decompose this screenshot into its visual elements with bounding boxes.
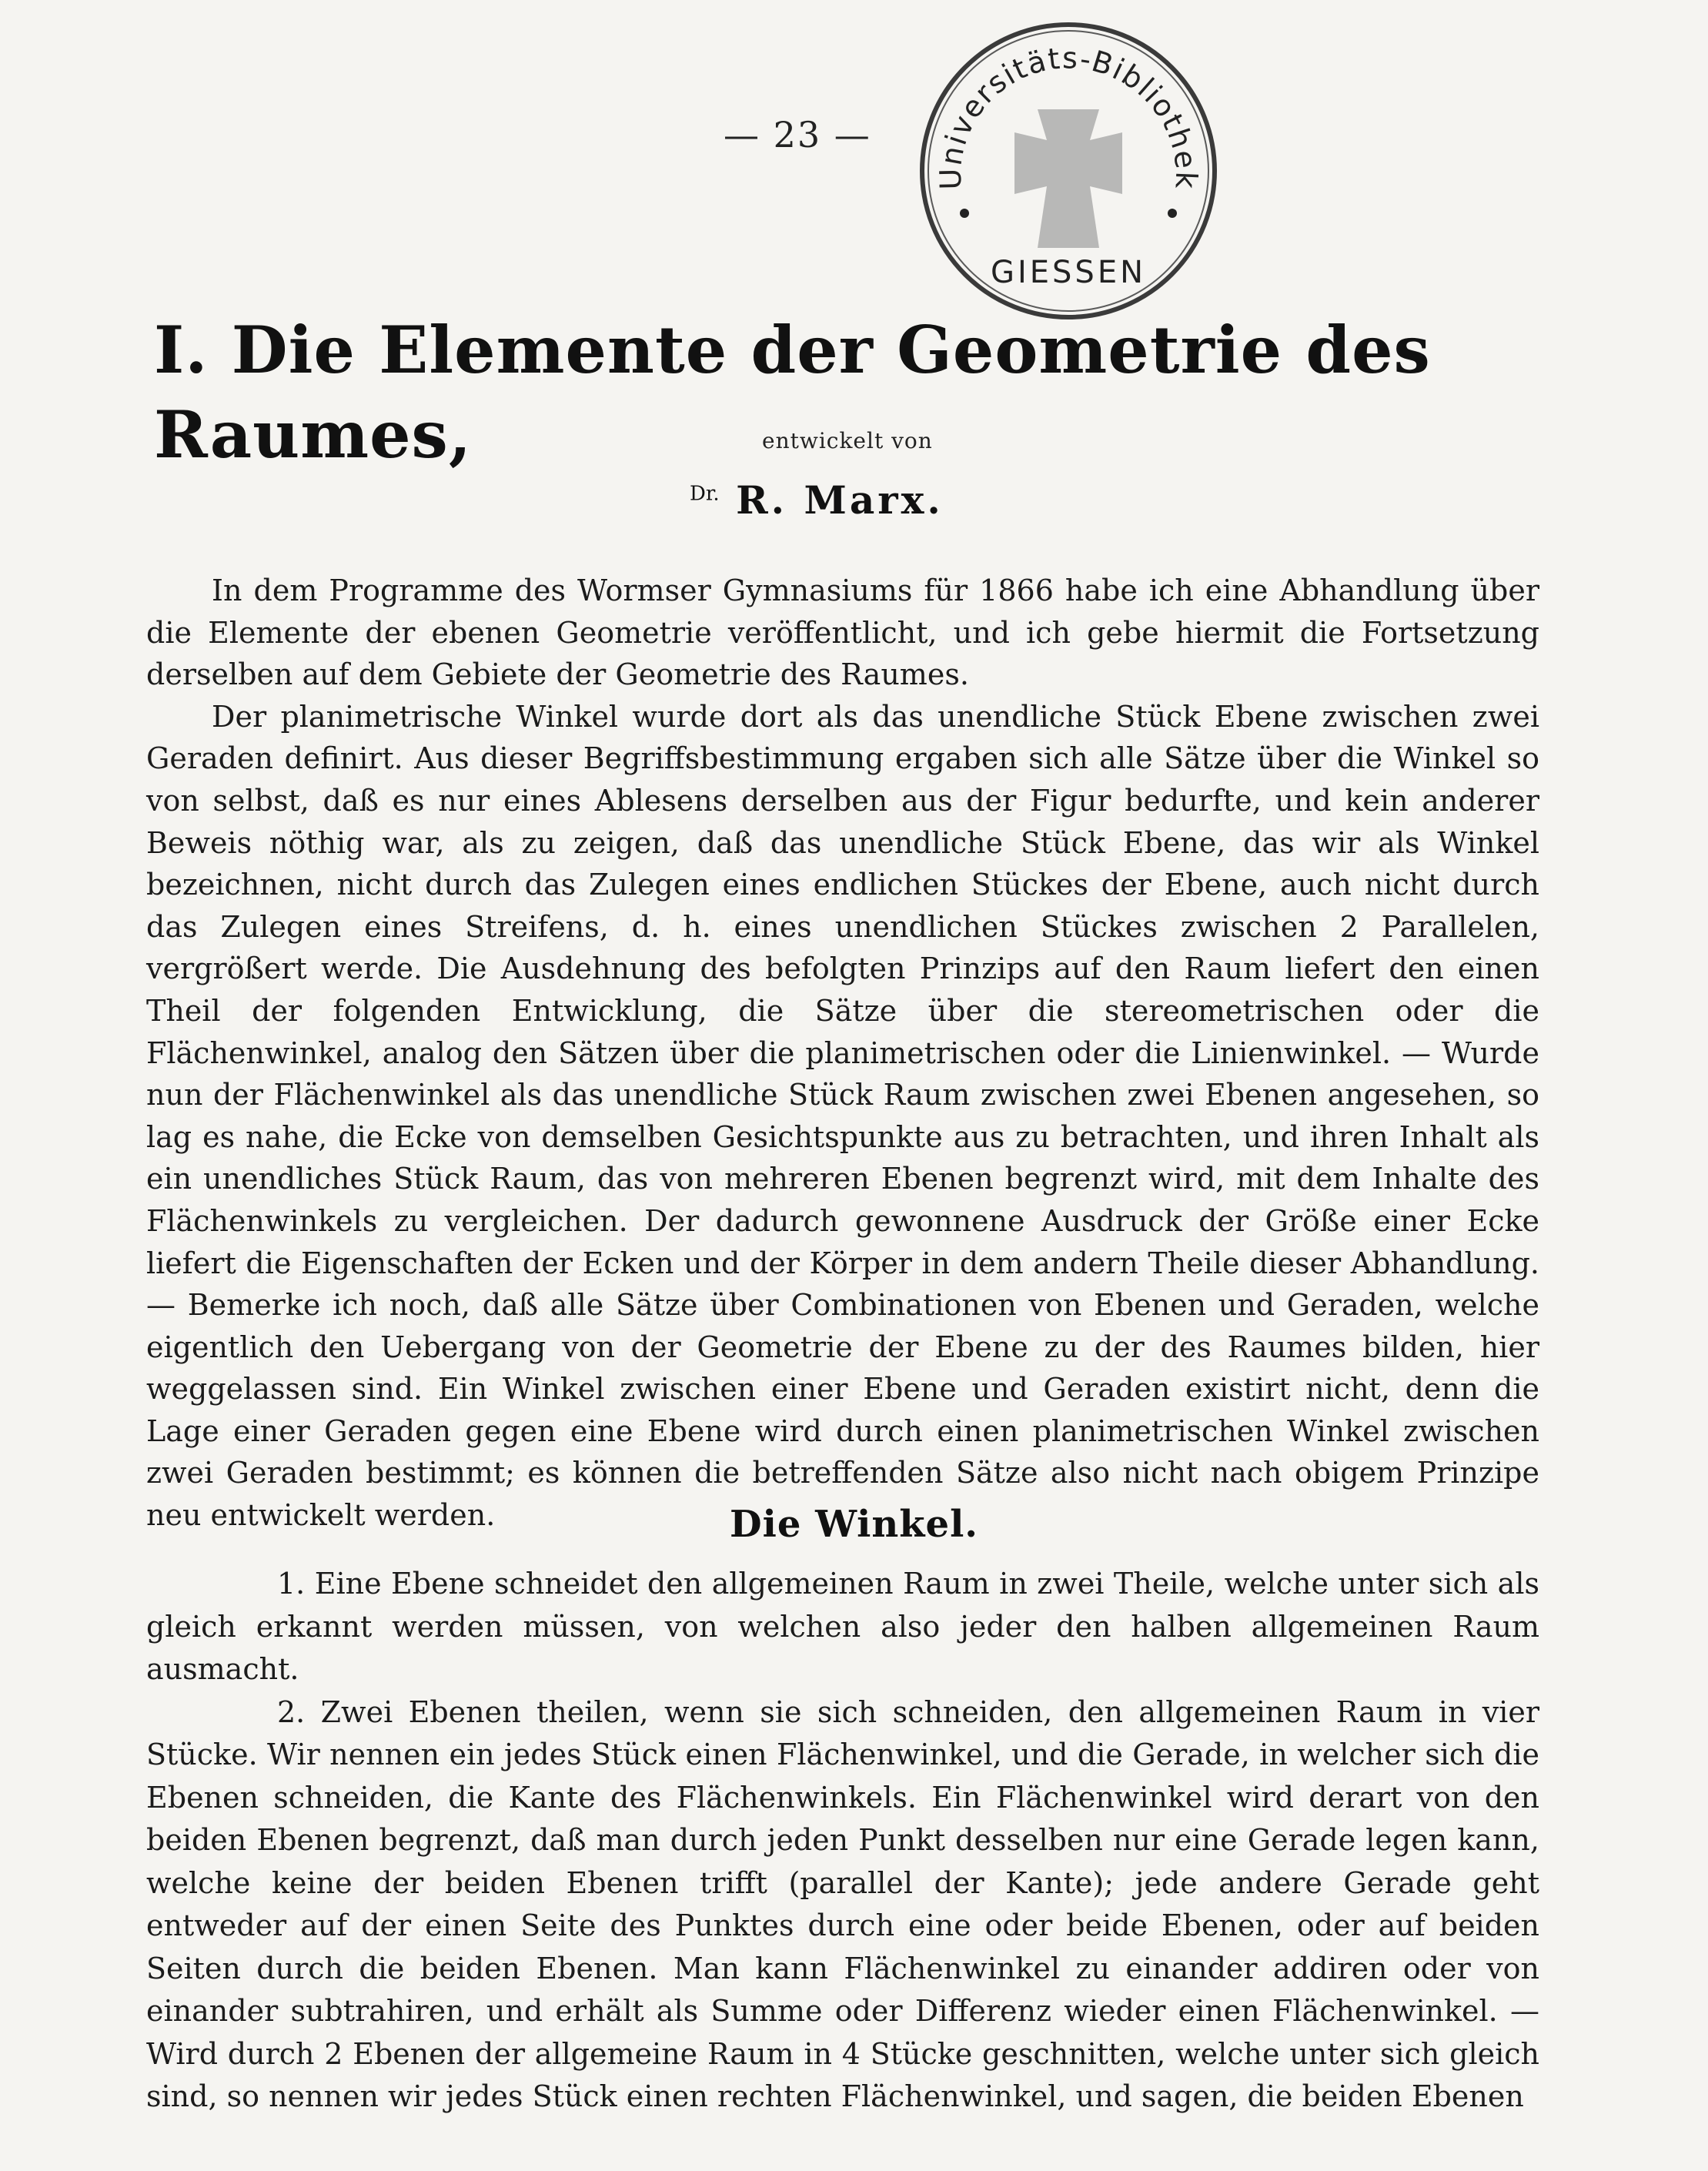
numbered-section <box>146 1563 1539 2119</box>
paragraph: Der planimetrische Winkel wurde dort als das unendliche Stück Ebene zwischen zwei Geraden definirt. Aus dieser Begriffsbestimmung ergaben sich alle Sätze über die Winkel so von selbst, daß es nur eines Ablesens derselben aus der Figur bedurfte, und kein anderer Beweis nöthig war, als zu zeigen, daß das unendliche Stück Ebene, das wir als Winkel bezeichnen, nicht durch das Zulegen eines endlichen Stückes der Ebene, auch nicht durch das Zulegen eines Streifens, d. h. eines unendlichen Stückes zwischen 2 Parallelen, vergrößert werde. Die Ausdehnung des befolgten Prinzips auf den Raum liefert den einen Theil der folgenden Entwicklung, die Sätze über die stereometrischen oder die Flächenwinkel, analog den Sätzen über die planimetrischen oder die Linienwinkel. — Wurde nun der Flächenwinkel als das unendliche Stück Raum zwischen zwei Ebenen angesehen, so lag es nahe, die Ecke von demselben Gesichtspunkte aus zu betrachten, und ihren Inhalt als ein unendliches Stück Raum, das von mehreren Ebenen begrenzt wird, mit dem Inhalte des Flächenwinkels zu vergleichen. Der dadurch gewonnene Ausdruck der Größe einer Ecke liefert die Eigenschaften der Ecken und der Körper in dem andern Theile dieser Abhandlung. — Bemerke ich noch, daß alle Sätze über Combinationen von Ebenen und Geraden, welche eigentlich den Uebergang von der Geometrie der Ebene zu der des Raumes bilden, hier weggelassen sind. Ein Winkel zwischen einer Ebene und Geraden existirt nicht, denn die Lage einer Geraden gegen eine Ebene wird durch einen planimetrischen Winkel zwischen zwei Geraden bestimmt; es können die betreffenden Sätze also nicht nach obigem Prinzipe neu entwickelt werden. <box>146 699 1539 1533</box>
numbered-paragraph <box>146 1691 1539 2119</box>
section-heading: Die Winkel. <box>729 1503 979 1546</box>
author <box>690 477 944 523</box>
paragraph: In dem Programme des Wormser Gymnasiums für 1866 habe ich eine Abhandlung über die Elemente der ebenen Geometrie veröffentlicht, und ich gebe hiermit die Fortsetzung derselben auf dem Gebiete der Geometrie des Raumes. <box>146 574 1539 692</box>
author-name: R. Marx. <box>736 477 944 523</box>
stamp-bottom-text: GIESSEN <box>990 255 1147 290</box>
byline: entwickelt von <box>762 428 933 453</box>
paragraph-text: Zwei Ebenen theilen, wenn sie sich schneiden, den allgemeinen Raum in vier Stücke. Wir nennen ein jedes Stück einen Flächenwinkel, und die Gerade, in welcher sich die Ebenen schneiden, die Kante des Flächenwinkels. Ein Flächenwinkel wird derart von den beiden Ebenen begrenzt, daß man durch jeden Punkt desselben nur eine Gerade legen kann, welche keine der beiden Ebenen trifft (parallel der Kante); jede andere Gerade geht entweder auf der einen Seite des Punktes durch eine oder beide Ebenen, oder auf beiden Seiten durch die beiden Ebenen. Man kann Flächenwinkel zu einander addiren oder von einander subtrahiren, und erhält als Summe oder Differenz wieder einen Flächenwinkel. — Wird durch 2 Ebenen der allgemeine Raum in 4 Stücke geschnitten, welche unter sich gleich sind, so nennen wir jedes Stück einen rechten Flächenwinkel, und sagen, die beiden Ebenen <box>146 1694 1539 2113</box>
paragraph-text: Eine Ebene schneidet den allgemeinen Raum in zwei Theile, welche unter sich als gleich erkannt werden müssen, von welchen also jeder den halben allgemeinen Raum ausmacht. <box>146 1567 1539 1686</box>
stamp-seal-icon <box>914 17 1222 325</box>
paragraph-number: 1. <box>277 1567 306 1601</box>
intro-text <box>146 570 1539 1537</box>
numbered-paragraph <box>146 1563 1539 1691</box>
cross-emblem-icon <box>1014 109 1122 248</box>
chapter-title: I. Die Elemente der Geometrie des Raumes, <box>154 312 1431 473</box>
paragraph-number: 2. <box>277 1694 306 1729</box>
author-prefix: Dr. <box>690 482 720 506</box>
stamp-arc-text: Universitäts-Bibliothek <box>933 41 1204 191</box>
library-stamp <box>914 17 1222 325</box>
page-number: — 23 — <box>724 114 871 156</box>
